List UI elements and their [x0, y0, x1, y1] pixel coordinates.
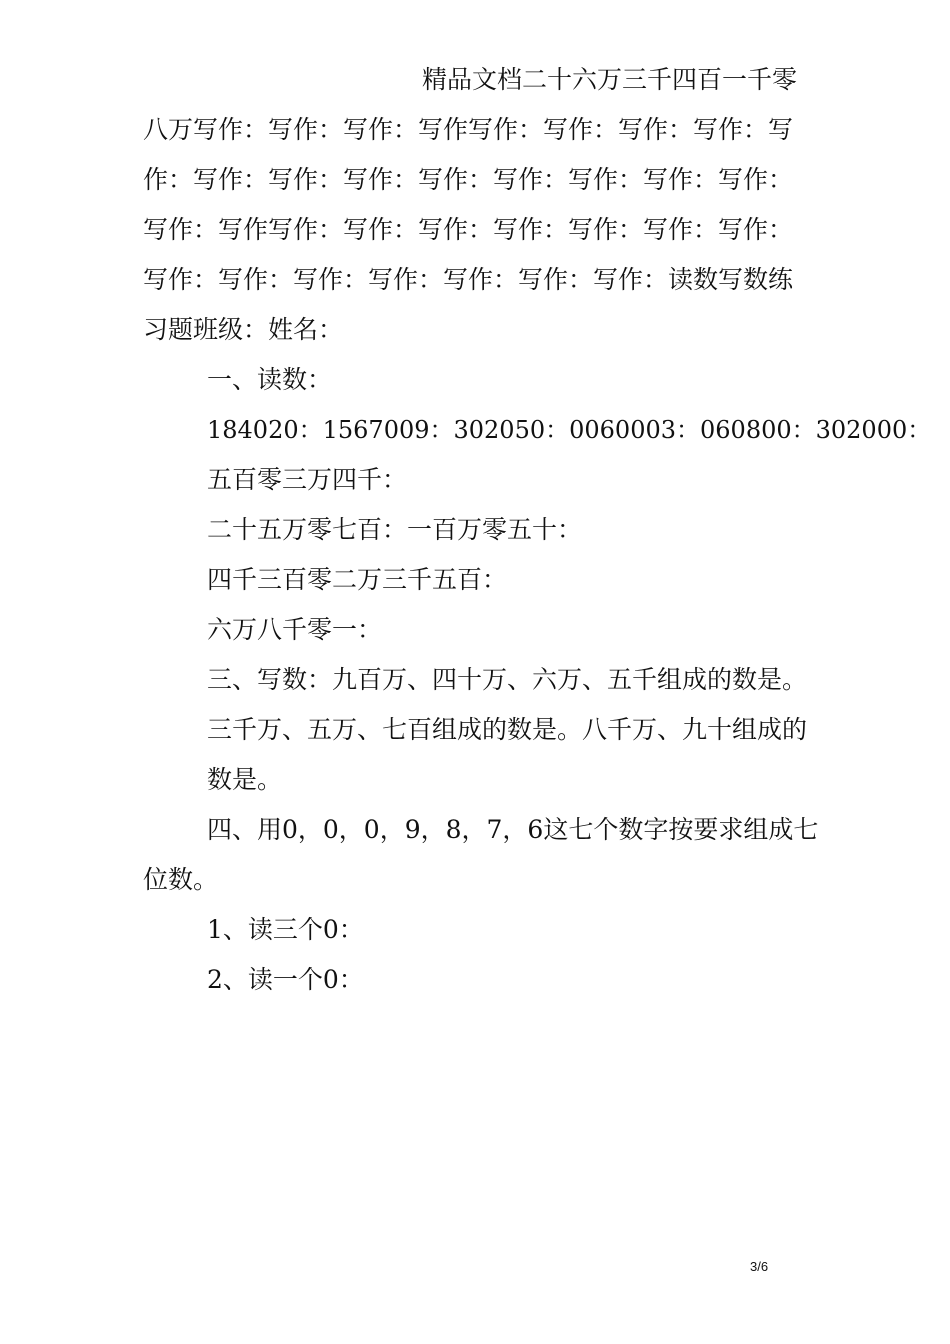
header-text: 精品文档二十六万三千四百一千零	[422, 65, 798, 94]
text-line: 位数。	[143, 865, 219, 894]
text-line: 2、读一个0：	[207, 965, 364, 994]
number-list: 184020：1567009：302050：0060003：060800：302000：	[207, 416, 932, 444]
text-line: 写作：写作写作：写作：写作：写作：写作：写作：写作：	[143, 215, 794, 244]
text-line: 数是。	[207, 765, 283, 794]
text-line: 写作：写作：写作：写作：写作：写作：写作：读数写数练	[143, 265, 794, 294]
page-number: 3/6	[750, 1259, 769, 1274]
text-line: 二十五万零七百：一百万零五十：	[207, 515, 583, 544]
text-line: 八万写作：写作：写作：写作写作：写作：写作：写作：写	[143, 115, 794, 144]
section-heading-write-numbers: 三、写数：九百万、四十万、六万、五千组成的数是。	[207, 665, 808, 694]
section-heading-read-numbers: 一、读数：	[207, 365, 333, 394]
text-line: 四千三百零二万三千五百：	[207, 565, 508, 594]
text-line: 作：写作：写作：写作：写作：写作：写作：写作：写作：	[143, 165, 794, 194]
text-line: 三千万、五万、七百组成的数是。八千万、九十组成的	[207, 715, 808, 744]
text-line: 习题班级：姓名：	[143, 315, 344, 344]
text-line: 五百零三万四千：	[207, 465, 408, 494]
section-heading-compose-numbers: 四、用0，0，0，9，8，7，6这七个数字按要求组成七	[207, 815, 819, 844]
text-line: 1、读三个0：	[207, 915, 364, 944]
text-line: 六万八千零一：	[207, 615, 383, 644]
